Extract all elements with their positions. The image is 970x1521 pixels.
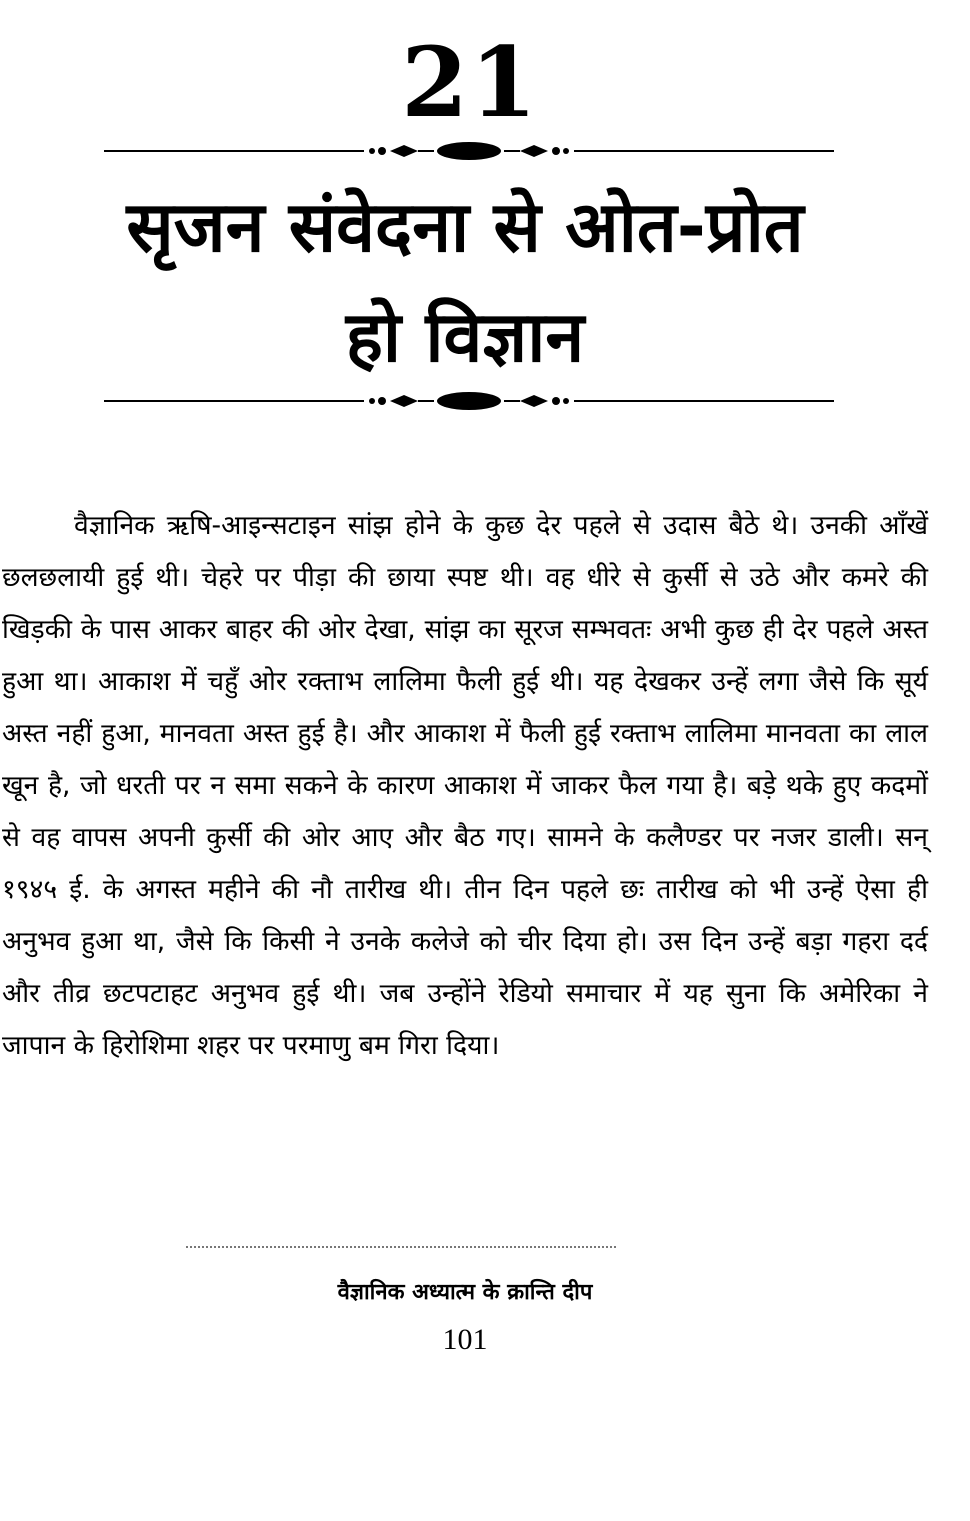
chapter-title-line-1: सृजन संवेदना से ओत-प्रोत xyxy=(126,186,804,268)
footer-book-title: वैज्ञानिक अध्यात्म के क्रान्ति दीप xyxy=(337,1280,593,1305)
top-ornament-divider xyxy=(104,140,834,162)
page-number: 101 xyxy=(442,1323,488,1356)
chapter-title-line-2: हो विज्ञान xyxy=(345,296,585,378)
bottom-ornament-divider xyxy=(104,390,834,412)
body-paragraph: वैज्ञानिक ऋषि-आइन्सटाइन सांझ होने के कुछ देर पहले से उदास बैठे थे। उनकी आँखें छलछलायी हुई थी। चेहरे पर पीड़ा की छाया स्पष्ट थी। वह धीरे से कुर्सी से उठे और कमरे की खिड़की के पास आकर बाहर की ओर देखा, सांझ का सूरज सम्भवतः अभी कुछ ही देर पहले अस्त हुआ था। आकाश में चहुँ ओर रक्ताभ लालिमा फैली हुई थी। यह देखकर उन्हें लगा जैसे कि सूर्य अस्त नहीं हुआ, मानवता अस्त हुई है। और आकाश में फैली हुई रक्ताभ लालिमा मानवता का लाल खून है, जो धरती पर न समा सकने के कारण आकाश में जाकर फैल गया है। बड़े थके हुए कदमों से वह वापस अपनी कुर्सी की ओर आए और बैठ गए। सामने के कलैण्डर पर नजर डाली। सन् १९४५ ई. के अगस्त महीने की नौ तारीख थी। तीन दिन पहले छः तारीख को भी उन्हें ऐसा ही अनुभव हुआ था, जैसे कि किसी ने उनके कलेजे को चीर दिया हो। उस दिन उन्हें बड़ा गहरा दर्द और तीव्र छटपटाहट अनुभव हुई थी। जब उन्होंने रेडियो समाचार में यह सुना कि अमेरिका ने जापान के हिरोशिमा शहर पर परमाणु बम गिरा दिया। xyxy=(2,510,928,1061)
footer-dotted-rule xyxy=(186,1246,616,1254)
chapter-number: 21 xyxy=(401,26,539,139)
